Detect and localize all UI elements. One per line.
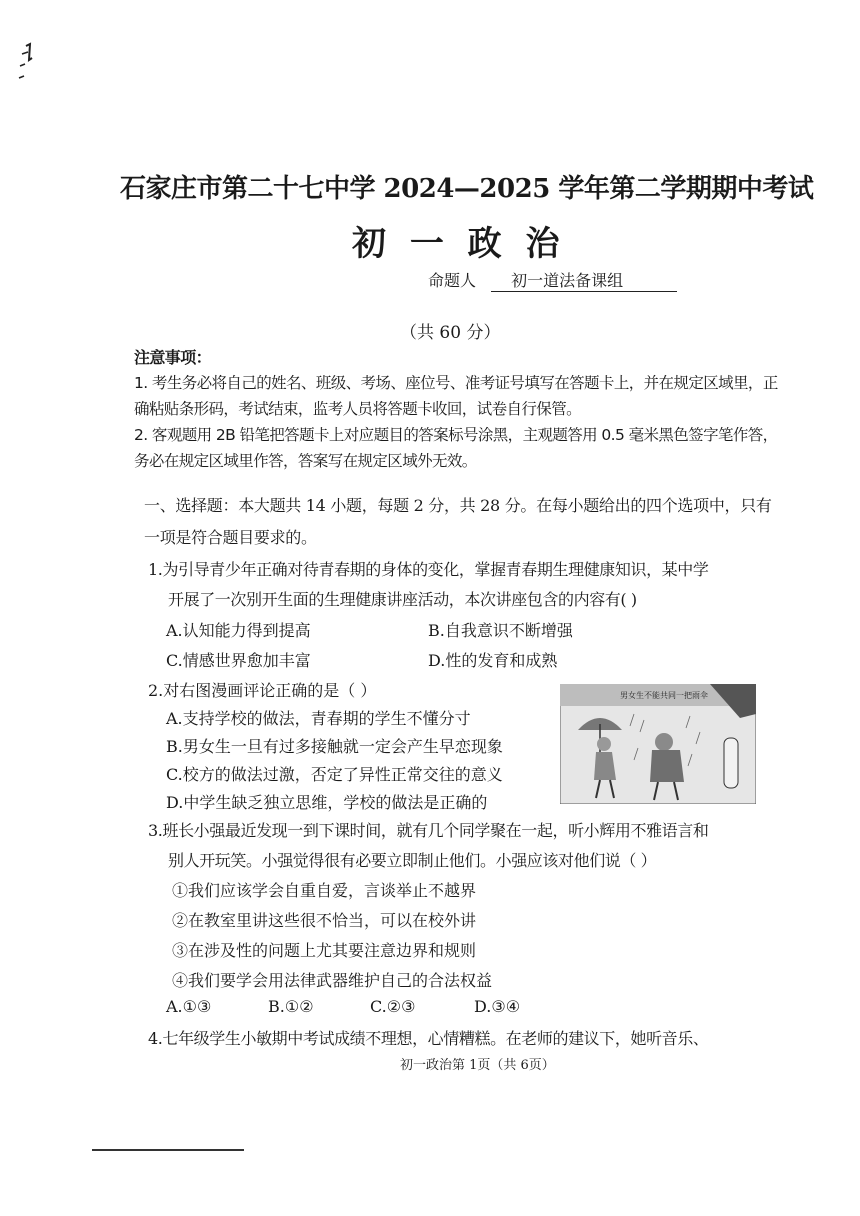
section-one-instructions: 一、选择题：本大题共 14 小题，每题 2 分，共 28 分。在每小题给出的四个选项中，只有一项是符合题目要求的。 <box>144 496 772 547</box>
question-3-line-1: 3.班长小强最近发现一到下课时间，就有几个同学聚在一起，听小辉用不雅语言和 <box>148 821 709 840</box>
question-3-option-d: D.③④ <box>474 997 521 1016</box>
page-footer: 初一政治第 1页（共 6页） <box>400 1058 555 1073</box>
comic-caption: 男女生不能共同一把雨伞 <box>620 691 708 700</box>
question-3-statement-1: ①我们应该学会自重自爱，言谈举止不越界 <box>172 881 477 900</box>
question-3-stem <box>148 816 788 876</box>
question-1-option-a: A.认知能力得到提高 <box>166 621 311 640</box>
question-4-line-1: 4.七年级学生小敏期中考试成绩不理想，心情糟糕。在老师的建议下，她听音乐、 <box>148 1029 709 1048</box>
question-1-option-c: C.情感世界愈加丰富 <box>166 651 311 670</box>
total-score: （共 60 分） <box>400 323 501 343</box>
question-3-option-c: C.②③ <box>370 997 416 1016</box>
note-item-2: 2. 客观题用 2B 铅笔把答题卡上对应题目的答案标号涂黑，主观题答用 0.5 毫米黑色签字笔作答，务必在规定区域里作答，答案写在规定区域外无效。 <box>134 426 778 470</box>
question-1-line-2: 开展了一次别开生面的生理健康讲座活动，本次讲座包含的内容有( ) <box>168 590 637 609</box>
question-1-stem <box>148 555 788 615</box>
question-2-option-c: C.校方的做法过激，否定了异性正常交往的意义 <box>166 765 503 784</box>
question-2-stem: 2.对右图漫画评论正确的是（ ） <box>148 681 377 700</box>
note-item-1: 1. 考生务必将自己的姓名、班级、考场、座位号、准考证号填写在答题卡上，并在规定区域里，正确粘贴条形码，考试结束，监考人员将答题卡收回，试卷自行保管。 <box>134 374 778 418</box>
question-2-option-d: D.中学生缺乏独立思维，学校的做法是正确的 <box>166 793 488 812</box>
school-exam-title: 石家庄市第二十七中学 2024—2025 学年第二学期期中考试 <box>120 174 814 204</box>
question-3-statement-3: ③在涉及性的问题上尤其要注意边界和规则 <box>172 941 477 960</box>
scan-mark-line <box>92 1149 244 1151</box>
exam-notes <box>134 346 784 474</box>
author-row <box>428 268 677 292</box>
question-3-option-b: B.①② <box>268 997 314 1016</box>
question-3-statement-2: ②在教室里讲这些很不恰当，可以在校外讲 <box>172 911 477 930</box>
question-1-option-d: D.性的发育和成熟 <box>428 651 558 670</box>
question-1-option-b: B.自我意识不断增强 <box>428 621 573 640</box>
question-3-line-2: 别人开玩笑。小强觉得很有必要立即制止他们。小强应该对他们说（ ） <box>168 851 657 870</box>
question-4-stem <box>148 1024 788 1054</box>
author-label: 命题人 <box>428 271 477 290</box>
notes-heading: 注意事项： <box>134 348 212 367</box>
author-value: 初一道法备课组 <box>491 268 677 292</box>
question-3-option-a: A.①③ <box>166 997 212 1016</box>
pen-mark-icon <box>16 40 40 84</box>
question-2-option-a: A.支持学校的做法，青春期的学生不懂分寸 <box>166 709 471 728</box>
question-1-line-1: 1.为引导青少年正确对待青春期的身体的变化，掌握青春期生理健康知识，某中学 <box>148 560 709 579</box>
question-2-option-b: B.男女生一旦有过多接触就一定会产生早恋现象 <box>166 737 503 756</box>
comic-illustration <box>560 684 756 804</box>
question-3-statement-4: ④我们要学会用法律武器维护自己的合法权益 <box>172 971 493 990</box>
subject-title: 初 一 政 治 <box>352 224 566 264</box>
